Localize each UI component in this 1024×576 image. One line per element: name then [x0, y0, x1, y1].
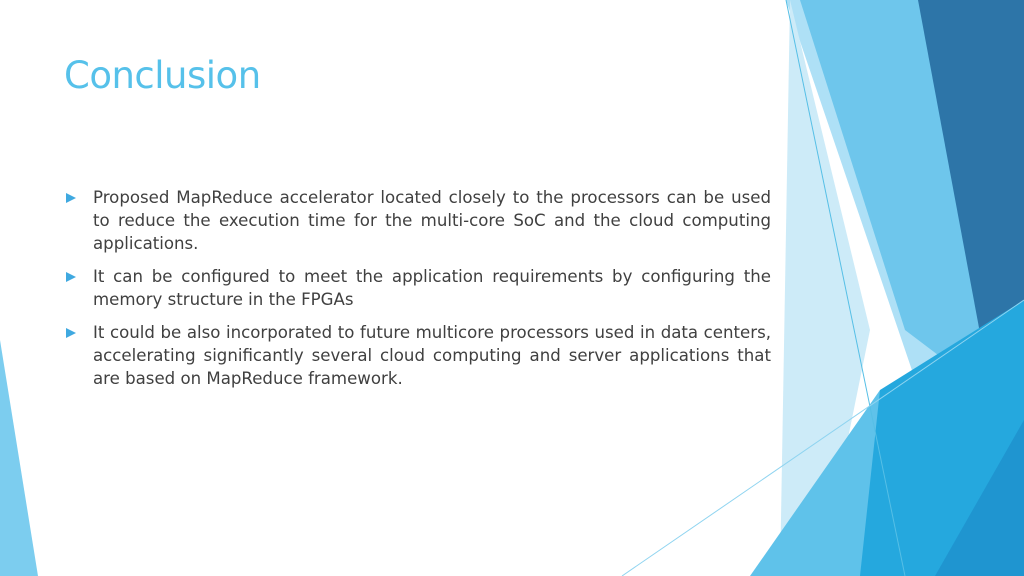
list-item: [64, 321, 771, 390]
slide-title: Conclusion: [64, 54, 261, 97]
bullet-text: It could be also incorporated to future multicore processors used in data centers, accelerating significantly several cloud computing and server applications that are based on MapReduce framework.: [93, 323, 771, 388]
triangle-bullet-icon: [66, 328, 76, 338]
bullet-text: It can be configured to meet the application requirements by configuring the memory structure in the FPGAs: [93, 267, 771, 309]
bullet-list: [64, 186, 771, 400]
left-edge-shape: [0, 340, 38, 576]
triangle-bullet-icon: [66, 272, 76, 282]
list-item: [64, 186, 771, 255]
list-item: [64, 265, 771, 311]
triangle-bullet-icon: [66, 193, 76, 203]
bullet-text: Proposed MapReduce accelerator located closely to the processors can be used to reduce the execution time for the multi-core SoC and the cloud computing applications.: [93, 188, 771, 253]
